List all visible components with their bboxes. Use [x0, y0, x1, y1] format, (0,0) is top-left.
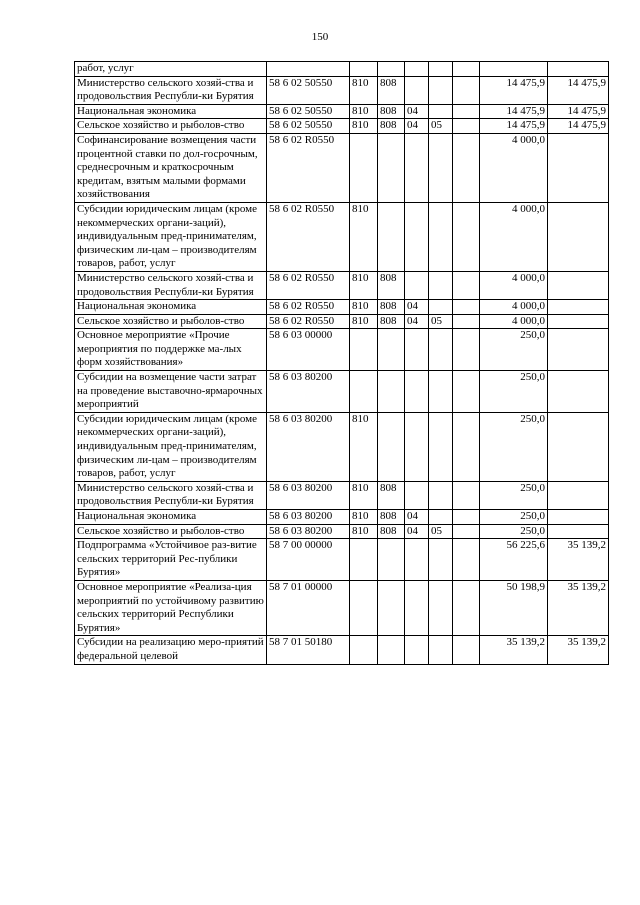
table-row [75, 76, 609, 104]
cell-pr [429, 202, 453, 271]
cell-ved [378, 202, 405, 271]
cell-pr [429, 271, 453, 299]
cell-ved [378, 539, 405, 581]
cell-rz [405, 133, 429, 202]
cell-grbs [350, 329, 378, 371]
table-row [75, 580, 609, 635]
cell-name: Министерство сельского хозяй-ства и продовольствия Республи-ки Бурятия [75, 76, 267, 104]
cell-sum2: 35 139,2 [548, 580, 609, 635]
cell-vr [453, 524, 480, 539]
cell-ved: 808 [378, 271, 405, 299]
cell-rz: 04 [405, 510, 429, 525]
cell-vr [453, 119, 480, 134]
cell-name: Подпрограмма «Устойчивое раз-витие сельских территорий Рес-публики Бурятия» [75, 539, 267, 581]
cell-rz [405, 539, 429, 581]
cell-code: 58 6 03 80200 [267, 524, 350, 539]
cell-vr [453, 271, 480, 299]
cell-code: 58 6 02 R0550 [267, 271, 350, 299]
cell-ved [378, 329, 405, 371]
cell-pr [429, 481, 453, 509]
cell-name: Субсидии юридическим лицам (кроме некоммерческих органи-заций), индивидуальным пред-принимателям, физическим ли-цам – производителям товаров, работ, услуг [75, 412, 267, 481]
cell-pr: 05 [429, 119, 453, 134]
cell-vr [453, 636, 480, 664]
cell-pr [429, 329, 453, 371]
table-row [75, 300, 609, 315]
cell-sum1: 250,0 [480, 481, 548, 509]
cell-sum1: 250,0 [480, 412, 548, 481]
cell-code: 58 6 02 R0550 [267, 314, 350, 329]
cell-ved [378, 580, 405, 635]
cell-sum1: 4 000,0 [480, 133, 548, 202]
table-row [75, 539, 609, 581]
table-row [75, 481, 609, 509]
cell-sum1: 250,0 [480, 329, 548, 371]
cell-grbs: 810 [350, 481, 378, 509]
cell-ved: 808 [378, 510, 405, 525]
cell-grbs: 810 [350, 104, 378, 119]
cell-name: работ, услуг [75, 62, 267, 77]
cell-sum1: 250,0 [480, 371, 548, 413]
cell-grbs: 810 [350, 314, 378, 329]
cell-code [267, 62, 350, 77]
cell-sum2: 14 475,9 [548, 104, 609, 119]
cell-code: 58 6 02 R0550 [267, 133, 350, 202]
cell-name: Сельское хозяйство и рыболов-ство [75, 314, 267, 329]
cell-ved: 808 [378, 481, 405, 509]
cell-pr [429, 104, 453, 119]
cell-code: 58 6 02 50550 [267, 76, 350, 104]
cell-sum1: 14 475,9 [480, 76, 548, 104]
table-row [75, 412, 609, 481]
table-row [75, 133, 609, 202]
cell-grbs [350, 636, 378, 664]
cell-grbs [350, 580, 378, 635]
cell-name: Национальная экономика [75, 510, 267, 525]
cell-vr [453, 481, 480, 509]
table-row [75, 636, 609, 664]
cell-ved: 808 [378, 76, 405, 104]
cell-name: Основное мероприятие «Прочие мероприятия по поддержке ма-лых форм хозяйствования» [75, 329, 267, 371]
cell-sum1: 14 475,9 [480, 104, 548, 119]
cell-vr [453, 539, 480, 581]
cell-ved: 808 [378, 524, 405, 539]
cell-code: 58 6 03 80200 [267, 412, 350, 481]
cell-grbs: 810 [350, 271, 378, 299]
cell-sum1: 4 000,0 [480, 202, 548, 271]
cell-code: 58 7 01 00000 [267, 580, 350, 635]
table-row [75, 271, 609, 299]
cell-sum2 [548, 510, 609, 525]
cell-sum2: 14 475,9 [548, 76, 609, 104]
cell-rz [405, 580, 429, 635]
cell-sum1: 14 475,9 [480, 119, 548, 134]
cell-ved [378, 636, 405, 664]
cell-sum2 [548, 371, 609, 413]
cell-code: 58 6 02 50550 [267, 104, 350, 119]
cell-sum1: 56 225,6 [480, 539, 548, 581]
cell-sum2 [548, 62, 609, 77]
table-row [75, 329, 609, 371]
table-row [75, 510, 609, 525]
cell-vr [453, 62, 480, 77]
cell-grbs [350, 133, 378, 202]
table-row [75, 119, 609, 134]
cell-sum2: 14 475,9 [548, 119, 609, 134]
cell-sum2 [548, 202, 609, 271]
cell-grbs: 810 [350, 300, 378, 315]
cell-sum2 [548, 412, 609, 481]
cell-sum2 [548, 524, 609, 539]
cell-pr [429, 539, 453, 581]
cell-grbs: 810 [350, 510, 378, 525]
cell-sum1: 4 000,0 [480, 314, 548, 329]
cell-grbs: 810 [350, 412, 378, 481]
cell-sum2 [548, 271, 609, 299]
page-number: 150 [311, 31, 329, 43]
cell-sum2 [548, 314, 609, 329]
cell-pr [429, 62, 453, 77]
cell-sum1: 4 000,0 [480, 271, 548, 299]
cell-rz: 04 [405, 104, 429, 119]
cell-name: Софинансирование возмещения части процентной ставки по дол-госрочным, среднесрочным и краткосрочным кредитам, взятым малыми формами хозяйствования [75, 133, 267, 202]
cell-ved [378, 62, 405, 77]
cell-code: 58 6 02 50550 [267, 119, 350, 134]
cell-grbs: 810 [350, 524, 378, 539]
cell-name: Министерство сельского хозяй-ства и продовольствия Республи-ки Бурятия [75, 271, 267, 299]
cell-ved: 808 [378, 314, 405, 329]
cell-vr [453, 314, 480, 329]
cell-vr [453, 76, 480, 104]
cell-rz: 04 [405, 300, 429, 315]
cell-name: Министерство сельского хозяй-ства и продовольствия Республи-ки Бурятия [75, 481, 267, 509]
cell-sum2: 35 139,2 [548, 636, 609, 664]
cell-grbs [350, 62, 378, 77]
cell-rz [405, 271, 429, 299]
cell-grbs [350, 371, 378, 413]
cell-vr [453, 371, 480, 413]
cell-rz [405, 62, 429, 77]
cell-sum1: 4 000,0 [480, 300, 548, 315]
cell-sum1: 50 198,9 [480, 580, 548, 635]
cell-rz [405, 329, 429, 371]
cell-pr [429, 510, 453, 525]
cell-pr [429, 412, 453, 481]
cell-vr [453, 412, 480, 481]
cell-sum2 [548, 329, 609, 371]
cell-sum2: 35 139,2 [548, 539, 609, 581]
cell-pr: 05 [429, 524, 453, 539]
budget-table [74, 61, 609, 665]
table-row [75, 104, 609, 119]
cell-rz [405, 76, 429, 104]
cell-code: 58 6 03 80200 [267, 481, 350, 509]
cell-ved: 808 [378, 119, 405, 134]
cell-ved: 808 [378, 104, 405, 119]
cell-grbs [350, 539, 378, 581]
table-row [75, 62, 609, 77]
table-row [75, 314, 609, 329]
cell-grbs: 810 [350, 202, 378, 271]
cell-sum2 [548, 300, 609, 315]
cell-rz [405, 202, 429, 271]
cell-code: 58 6 02 R0550 [267, 300, 350, 315]
cell-rz [405, 636, 429, 664]
cell-rz [405, 412, 429, 481]
cell-name: Национальная экономика [75, 104, 267, 119]
cell-ved [378, 412, 405, 481]
cell-vr [453, 329, 480, 371]
cell-pr [429, 371, 453, 413]
cell-pr [429, 636, 453, 664]
cell-code: 58 6 03 80200 [267, 371, 350, 413]
cell-code: 58 6 02 R0550 [267, 202, 350, 271]
cell-name: Субсидии на возмещение части затрат на проведение выставочно-ярмарочных мероприятий [75, 371, 267, 413]
cell-pr [429, 133, 453, 202]
cell-pr [429, 300, 453, 315]
cell-pr [429, 76, 453, 104]
cell-sum2 [548, 481, 609, 509]
cell-rz [405, 481, 429, 509]
cell-sum2 [548, 133, 609, 202]
cell-name: Национальная экономика [75, 300, 267, 315]
cell-name: Сельское хозяйство и рыболов-ство [75, 119, 267, 134]
cell-ved [378, 371, 405, 413]
table-row [75, 202, 609, 271]
cell-code: 58 6 03 80200 [267, 510, 350, 525]
cell-rz: 04 [405, 314, 429, 329]
cell-vr [453, 510, 480, 525]
cell-pr [429, 580, 453, 635]
cell-grbs: 810 [350, 76, 378, 104]
cell-rz: 04 [405, 524, 429, 539]
cell-ved: 808 [378, 300, 405, 315]
cell-grbs: 810 [350, 119, 378, 134]
cell-vr [453, 202, 480, 271]
cell-sum1: 250,0 [480, 510, 548, 525]
cell-vr [453, 133, 480, 202]
table-row [75, 524, 609, 539]
cell-rz: 04 [405, 119, 429, 134]
cell-sum1 [480, 62, 548, 77]
cell-name: Сельское хозяйство и рыболов-ство [75, 524, 267, 539]
cell-code: 58 6 03 00000 [267, 329, 350, 371]
cell-sum1: 250,0 [480, 524, 548, 539]
cell-code: 58 7 01 50180 [267, 636, 350, 664]
table-row [75, 371, 609, 413]
cell-rz [405, 371, 429, 413]
cell-sum1: 35 139,2 [480, 636, 548, 664]
cell-name: Субсидии на реализацию меро-приятий федеральной целевой [75, 636, 267, 664]
cell-ved [378, 133, 405, 202]
cell-code: 58 7 00 00000 [267, 539, 350, 581]
cell-name: Субсидии юридическим лицам (кроме некоммерческих органи-заций), индивидуальным пред-принимателям, физическим ли-цам – производителям товаров, работ, услуг [75, 202, 267, 271]
cell-vr [453, 580, 480, 635]
cell-vr [453, 104, 480, 119]
cell-pr: 05 [429, 314, 453, 329]
cell-vr [453, 300, 480, 315]
cell-name: Основное мероприятие «Реализа-ция мероприятий по устойчивому развитию сельских территорий Республики Бурятия» [75, 580, 267, 635]
